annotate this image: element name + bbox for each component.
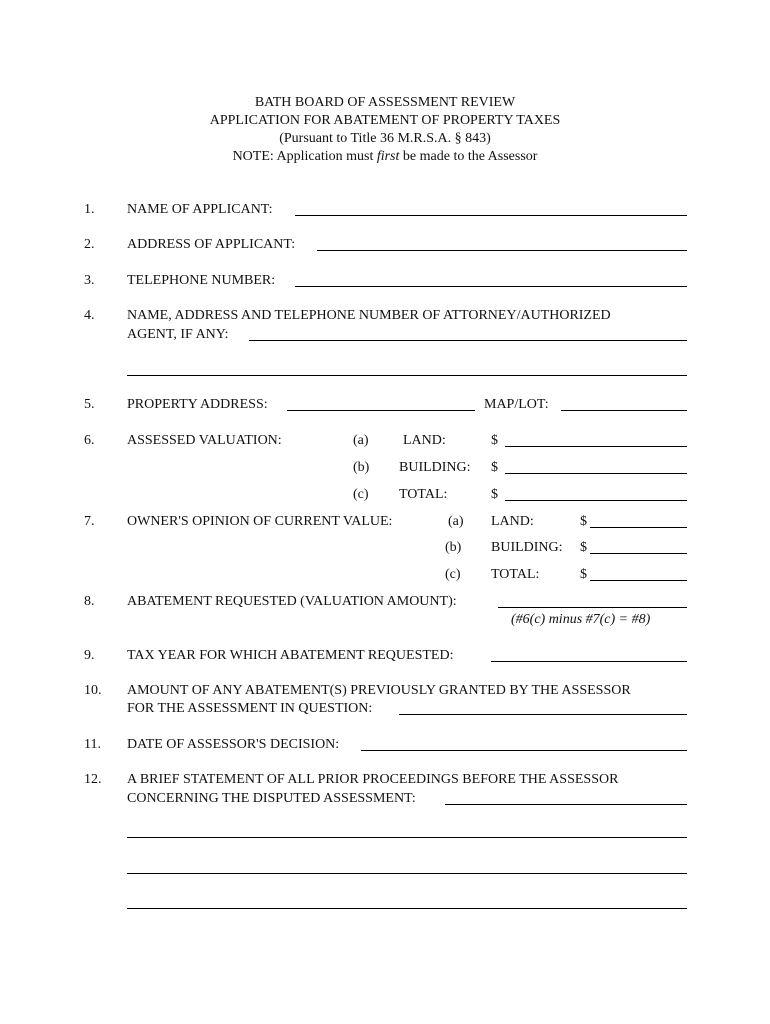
item-number: 11.: [84, 737, 101, 752]
prior-abatement-field[interactable]: [399, 714, 687, 715]
opinion-building-label: BUILDING:: [491, 540, 563, 555]
property-address-label: PROPERTY ADDRESS:: [127, 397, 268, 412]
item-number: 3.: [84, 273, 95, 288]
item-number: 8.: [84, 594, 95, 609]
note-suffix: be made to the Assessor: [399, 149, 538, 164]
assessed-valuation-label: ASSESSED VALUATION:: [127, 433, 282, 448]
item-number: 9.: [84, 648, 95, 663]
sub-item-marker: (b): [353, 460, 370, 475]
item-number: 7.: [84, 514, 95, 529]
dollar-sign: $: [580, 567, 587, 582]
tax-year-label: TAX YEAR FOR WHICH ABATEMENT REQUESTED:: [127, 648, 454, 663]
opinion-land-field[interactable]: [590, 527, 687, 528]
property-address-field[interactable]: [287, 410, 475, 411]
opinion-total-label: TOTAL:: [491, 567, 540, 582]
telephone-field[interactable]: [295, 286, 687, 287]
item-number: 12.: [84, 772, 102, 787]
opinion-total-field[interactable]: [590, 580, 687, 581]
telephone-label: TELEPHONE NUMBER:: [127, 273, 276, 288]
abatement-requested-label: ABATEMENT REQUESTED (VALUATION AMOUNT):: [127, 594, 457, 609]
decision-date-label: DATE OF ASSESSOR'S DECISION:: [127, 737, 340, 752]
attorney-label-line1: NAME, ADDRESS AND TELEPHONE NUMBER OF ATTORNEY/AUTHORIZED: [127, 308, 611, 323]
prior-proceedings-label-line1: A BRIEF STATEMENT OF ALL PRIOR PROCEEDINGS BEFORE THE ASSESSOR: [127, 772, 619, 787]
assessed-total-field[interactable]: [505, 500, 687, 501]
map-lot-field[interactable]: [561, 410, 687, 411]
item-number: 10.: [84, 683, 102, 698]
prior-proceedings-field-line2[interactable]: [127, 837, 687, 838]
item-number: 4.: [84, 308, 95, 323]
prior-abatement-label-line2: FOR THE ASSESSMENT IN QUESTION:: [127, 701, 373, 716]
statute-reference: (Pursuant to Title 36 M.R.S.A. § 843): [279, 131, 491, 146]
abatement-requested-field[interactable]: [498, 607, 687, 608]
map-lot-label: MAP/LOT:: [484, 397, 549, 412]
abatement-formula: (#6(c) minus #7(c) = #8): [511, 612, 651, 627]
prior-proceedings-field[interactable]: [445, 804, 687, 805]
assessed-land-field[interactable]: [505, 446, 687, 447]
sub-item-marker: (c): [445, 567, 461, 582]
assessed-building-field[interactable]: [505, 473, 687, 474]
dollar-sign: $: [491, 460, 498, 475]
dollar-sign: $: [491, 433, 498, 448]
opinion-land-label: LAND:: [491, 514, 534, 529]
item-number: 1.: [84, 202, 95, 217]
assessed-building-label: BUILDING:: [399, 460, 471, 475]
attorney-field[interactable]: [249, 340, 687, 341]
prior-proceedings-label-line2: CONCERNING THE DISPUTED ASSESSMENT:: [127, 791, 416, 806]
sub-item-marker: (b): [445, 540, 462, 555]
prior-proceedings-field-line4[interactable]: [127, 908, 687, 909]
item-number: 2.: [84, 237, 95, 252]
form-subtitle: APPLICATION FOR ABATEMENT OF PROPERTY TAXES: [209, 113, 561, 128]
item-number: 6.: [84, 433, 95, 448]
applicant-name-label: NAME OF APPLICANT:: [127, 202, 273, 217]
assessed-total-label: TOTAL:: [399, 487, 448, 502]
applicant-name-field[interactable]: [295, 215, 687, 216]
prior-proceedings-field-line3[interactable]: [127, 873, 687, 874]
note-emphasis: first: [376, 149, 400, 164]
dollar-sign: $: [580, 514, 587, 529]
applicant-address-label: ADDRESS OF APPLICANT:: [127, 237, 296, 252]
attorney-label-line2: AGENT, IF ANY:: [127, 327, 229, 342]
applicant-address-field[interactable]: [317, 250, 687, 251]
item-number: 5.: [84, 397, 95, 412]
note-prefix: NOTE: Application must: [232, 149, 377, 164]
owner-opinion-label: OWNER'S OPINION OF CURRENT VALUE:: [127, 514, 393, 529]
assessed-land-label: LAND:: [403, 433, 446, 448]
dollar-sign: $: [491, 487, 498, 502]
sub-item-marker: (a): [448, 514, 464, 529]
assessor-note: [0, 148, 770, 166]
attorney-field-continued[interactable]: [127, 375, 687, 376]
decision-date-field[interactable]: [361, 750, 687, 751]
sub-item-marker: (a): [353, 433, 369, 448]
sub-item-marker: (c): [353, 487, 369, 502]
form-title: BATH BOARD OF ASSESSMENT REVIEW: [254, 95, 516, 110]
opinion-building-field[interactable]: [590, 553, 687, 554]
prior-abatement-label-line1: AMOUNT OF ANY ABATEMENT(S) PREVIOUSLY GRANTED BY THE ASSESSOR: [127, 683, 631, 698]
dollar-sign: $: [580, 540, 587, 555]
tax-year-field[interactable]: [491, 661, 687, 662]
